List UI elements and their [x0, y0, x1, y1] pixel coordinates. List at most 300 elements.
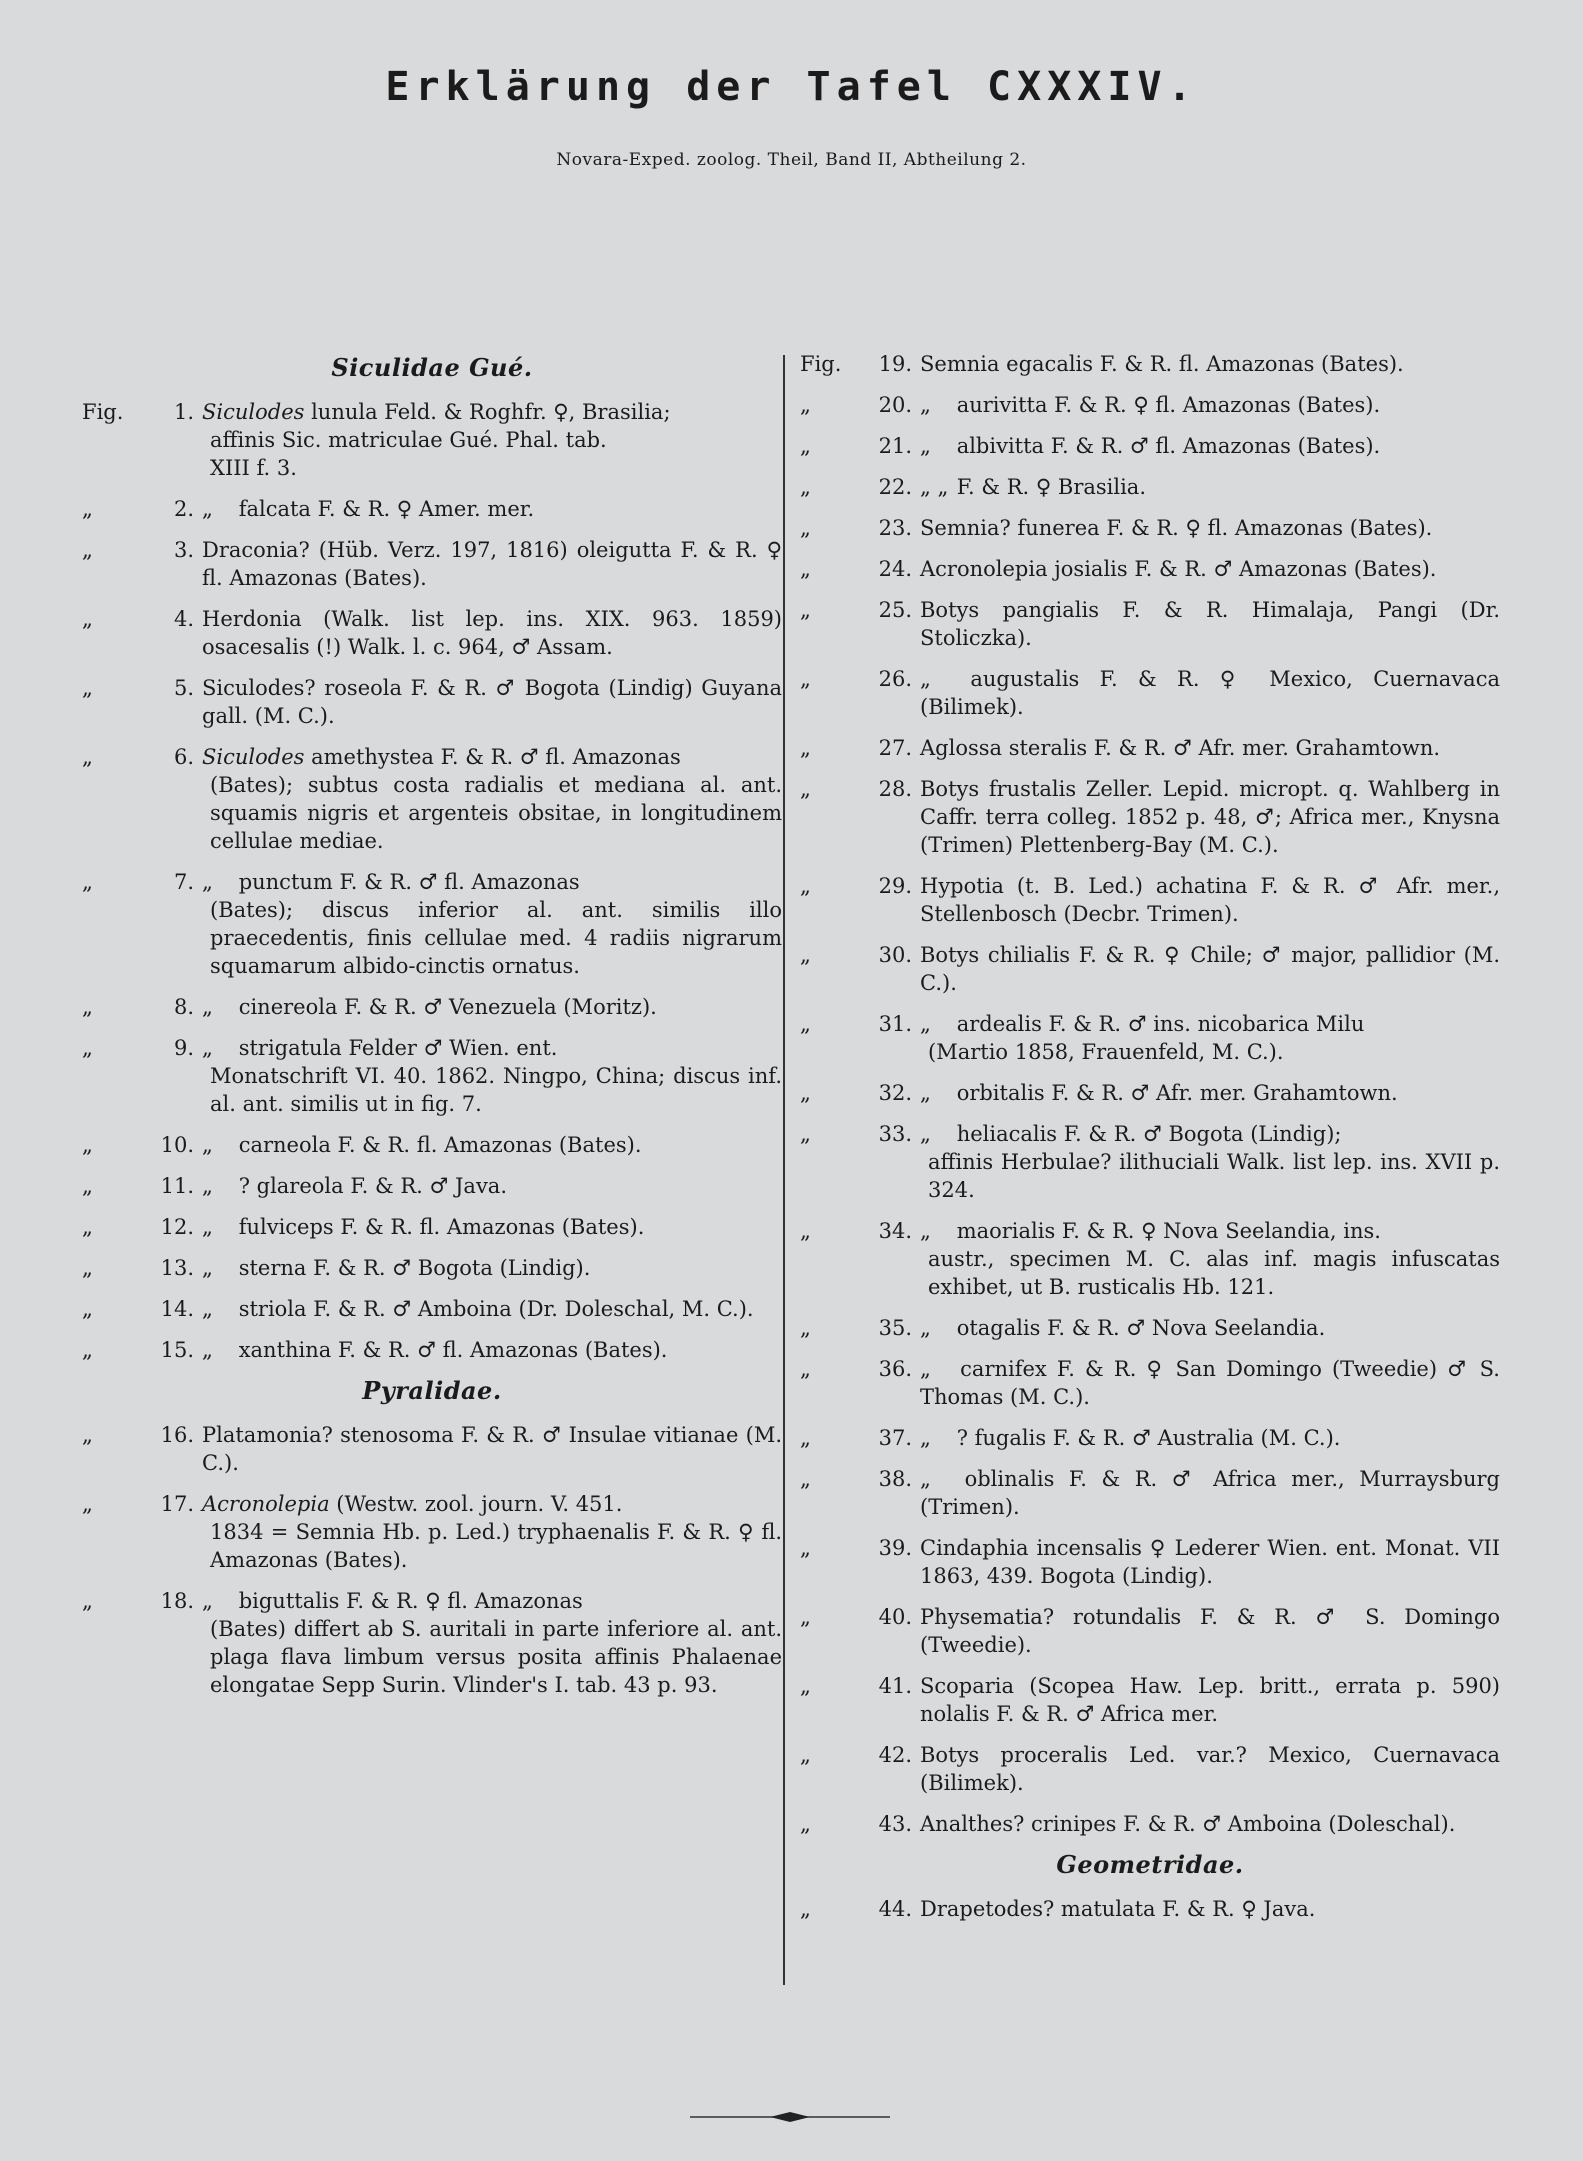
figure-entry [800, 1603, 1500, 1659]
figure-description [202, 1295, 782, 1323]
figure-number: 22. [878, 475, 912, 499]
figure-label [82, 1131, 202, 1159]
figure-description [202, 536, 782, 592]
figure-label [800, 1895, 920, 1923]
figure-entry [82, 1213, 782, 1241]
genus-name: „ [920, 1081, 931, 1105]
figure-prefix: „ [800, 1467, 811, 1491]
description-text: cinereola F. & R. ♂ Venezuela (Moritz). [238, 995, 657, 1019]
description-line [920, 1010, 1500, 1038]
figure-number: 43. [878, 1812, 912, 1836]
description-text: Botys pangialis F. & R. Himalaja, Pangi (Dr. Stoliczka). [920, 598, 1500, 650]
figure-entry [800, 872, 1500, 928]
figure-label [82, 1034, 202, 1118]
figure-label [800, 1424, 920, 1452]
figure-number: 21. [878, 434, 912, 458]
continuation-line: austr., specimen M. C. alas inf. magis infuscatas exhibet, ut B. rusticalis Hb. 121. [928, 1247, 1500, 1299]
figure-number: 27. [878, 736, 912, 760]
genus-name: „ [920, 1357, 931, 1381]
figure-prefix: „ [800, 1081, 811, 1105]
figure-label [800, 1534, 920, 1590]
figure-prefix: „ [800, 667, 811, 691]
description-line [920, 596, 1500, 652]
description-line [920, 1120, 1500, 1148]
description-line [202, 1295, 782, 1323]
figure-description [920, 734, 1500, 762]
figure-label [82, 1336, 202, 1364]
description-line [920, 473, 1500, 501]
figure-label [800, 1314, 920, 1342]
figure-entry [800, 1217, 1500, 1301]
description-line [202, 1336, 782, 1364]
description-line [202, 1213, 782, 1241]
figure-entry [800, 1079, 1500, 1107]
figure-prefix: „ [800, 1122, 811, 1146]
figure-number: 28. [878, 777, 912, 801]
figure-label [800, 1010, 920, 1066]
genus-name: Siculodes [202, 745, 305, 769]
figure-prefix: „ [82, 1133, 93, 1157]
figure-number: 36. [878, 1357, 912, 1381]
figure-description [920, 514, 1500, 542]
genus-name: „ [202, 497, 213, 521]
figure-prefix: „ [82, 745, 93, 769]
figure-label [800, 1741, 920, 1797]
figure-entry [800, 1895, 1500, 1923]
figure-prefix: „ [82, 1492, 93, 1516]
description-text: carnifex F. & R. ♀ San Domingo (Tweedie) ♂ S. Thomas (M. C.). [920, 1357, 1500, 1409]
genus-name: „ [920, 1219, 931, 1243]
description-text: lunula Feld. & Roghfr. ♀, Brasilia; [311, 400, 671, 424]
figure-number: 13. [160, 1256, 194, 1280]
figure-description [920, 872, 1500, 928]
continuation-line: 1834 = Semnia Hb. p. Led.) tryphaenalis F. & R. ♀ fl. Amazonas (Bates). [210, 1520, 782, 1572]
figure-label [82, 1421, 202, 1477]
figure-prefix: „ [800, 1316, 811, 1340]
description-line [920, 734, 1500, 762]
figure-label [800, 1355, 920, 1411]
figure-label [82, 743, 202, 855]
figure-description [202, 868, 782, 980]
description-line [920, 555, 1500, 583]
figure-entry [800, 432, 1500, 460]
figure-description [202, 993, 782, 1021]
figure-entry [82, 536, 782, 592]
figure-number: 33. [878, 1122, 912, 1146]
figure-description [202, 495, 782, 523]
figure-number: 7. [173, 870, 194, 894]
description-text: Analthes? crinipes F. & R. ♂ Amboina (Doleschal). [920, 1812, 1456, 1836]
figure-number: 14. [160, 1297, 194, 1321]
figure-prefix: „ [82, 1174, 93, 1198]
figure-prefix: „ [800, 1674, 811, 1698]
description-line [202, 1421, 782, 1477]
figure-prefix: „ [82, 1215, 93, 1239]
figure-entry [82, 1490, 782, 1574]
figure-description [920, 1314, 1500, 1342]
figure-entry [800, 1741, 1500, 1797]
figure-prefix: „ [800, 1357, 811, 1381]
description-line [920, 1424, 1500, 1452]
description-text: Semnia? funerea F. & R. ♀ fl. Amazonas (Bates). [920, 516, 1433, 540]
figure-label [800, 1672, 920, 1728]
figure-description [920, 1010, 1500, 1066]
figure-number: 40. [878, 1605, 912, 1629]
figure-entry [800, 555, 1500, 583]
description-text: ardealis F. & R. ♂ ins. nicobarica Milu [956, 1012, 1365, 1036]
figure-prefix: „ [800, 1897, 811, 1921]
figure-description [920, 473, 1500, 501]
continuation-line: Monatschrift VI. 40. 1862. Ningpo, China; discus inf. al. ant. similis ut in fig. 7. [210, 1064, 782, 1116]
description-line [920, 350, 1500, 378]
page-subtitle: Novara-Exped. zoolog. Theil, Band II, Abtheilung 2. [556, 150, 1027, 170]
figure-number: 20. [878, 393, 912, 417]
figure-label [800, 350, 920, 378]
figure-label [800, 1120, 920, 1204]
description-text: otagalis F. & R. ♂ Nova Seelandia. [956, 1316, 1326, 1340]
continuation-line: (Bates); subtus costa radialis et mediana al. ant. squamis nigris et argenteis obsitae, in longitudinem cellulae mediae. [210, 773, 782, 853]
description-text: aurivitta F. & R. ♀ fl. Amazonas (Bates). [956, 393, 1381, 417]
ornament-rule [690, 2110, 890, 2124]
figure-label [82, 605, 202, 661]
figure-entry [82, 743, 782, 855]
figure-number: 6. [173, 745, 194, 769]
figure-description [202, 674, 782, 730]
left-column [82, 350, 782, 1712]
figure-description [920, 1741, 1500, 1797]
figure-entry [82, 1587, 782, 1699]
figure-prefix: „ [82, 1297, 93, 1321]
figure-prefix: „ [800, 1605, 811, 1629]
description-text: Physematia? rotundalis F. & R. ♂ S. Domingo (Tweedie). [920, 1605, 1500, 1657]
figure-entry [82, 1254, 782, 1282]
figure-description [920, 1120, 1500, 1204]
figure-number: 1. [173, 400, 194, 424]
genus-name: „ [920, 1316, 931, 1340]
description-text: xanthina F. & R. ♂ fl. Amazonas (Bates). [238, 1338, 668, 1362]
figure-label [800, 665, 920, 721]
figure-description [920, 555, 1500, 583]
figure-prefix: Fig. [800, 352, 842, 376]
description-line [202, 1587, 782, 1615]
figure-entry [800, 775, 1500, 859]
figure-label [82, 398, 202, 482]
figure-prefix: „ [82, 1256, 93, 1280]
figure-number: 12. [160, 1215, 194, 1239]
figure-entry [800, 1424, 1500, 1452]
figure-description [920, 941, 1500, 997]
description-line [920, 1355, 1500, 1411]
description-text: Botys chilialis F. & R. ♀ Chile; ♂ major, pallidior (M. C.). [920, 943, 1500, 995]
description-line [920, 1217, 1500, 1245]
figure-label [800, 1465, 920, 1521]
figure-entry [82, 1421, 782, 1477]
figure-number: 2. [173, 497, 194, 521]
description-line [202, 605, 782, 661]
figure-number: 19. [878, 352, 912, 376]
figure-number: 44. [878, 1897, 912, 1921]
description-line [920, 941, 1500, 997]
figure-description [920, 1810, 1500, 1838]
figure-prefix: „ [800, 1426, 811, 1450]
description-line [202, 1172, 782, 1200]
section-heading: Siculidae Gué. [331, 353, 533, 382]
description-text: amethystea F. & R. ♂ fl. Amazonas [311, 745, 681, 769]
figure-prefix: „ [800, 736, 811, 760]
figure-prefix: „ [800, 1743, 811, 1767]
figure-description [920, 1895, 1500, 1923]
description-line [920, 1810, 1500, 1838]
description-line [202, 743, 782, 771]
figure-number: 15. [160, 1338, 194, 1362]
figure-entry [82, 1172, 782, 1200]
description-text: Hypotia (t. B. Led.) achatina F. & R. ♂ Afr. mer., Stellenbosch (Decbr. Trimen). [920, 874, 1500, 926]
figure-entry [800, 1314, 1500, 1342]
figure-label [82, 1172, 202, 1200]
figure-entry [800, 1534, 1500, 1590]
figure-label [800, 1079, 920, 1107]
figure-prefix: „ [800, 434, 811, 458]
genus-name: Acronolepia [202, 1492, 330, 1516]
figure-number: 37. [878, 1426, 912, 1450]
description-line [202, 1254, 782, 1282]
description-text: Aglossa steralis F. & R. ♂ Afr. mer. Grahamtown. [920, 736, 1441, 760]
figure-entry [82, 1336, 782, 1364]
figure-description [202, 1587, 782, 1699]
description-line [202, 993, 782, 1021]
figure-description [202, 1490, 782, 1574]
figure-entry [82, 1295, 782, 1323]
figure-description [920, 1424, 1500, 1452]
genus-name: „ [920, 1426, 931, 1450]
genus-name: „ [202, 1338, 213, 1362]
continuation-line: affinis Sic. matriculae Gué. Phal. tab. [210, 428, 607, 452]
figure-number: 16. [160, 1423, 194, 1447]
figure-description [202, 1034, 782, 1118]
continuation-line: XIII f. 3. [210, 456, 297, 480]
description-line [202, 1131, 782, 1159]
genus-name: „ „ [920, 475, 949, 499]
figure-label [82, 1587, 202, 1699]
figure-label [800, 1217, 920, 1301]
figure-entry [800, 1355, 1500, 1411]
figure-entry [800, 665, 1500, 721]
figure-number: 9. [173, 1036, 194, 1060]
genus-name: „ [920, 393, 931, 417]
figure-prefix: „ [800, 557, 811, 581]
genus-name: „ [202, 995, 213, 1019]
description-line [920, 1534, 1500, 1590]
genus-name: „ [920, 1012, 931, 1036]
page-title: Erklärung der Tafel CXXXIV. [385, 64, 1198, 110]
description-line [202, 536, 782, 592]
figure-description [920, 775, 1500, 859]
description-text: ? glareola F. & R. ♂ Java. [238, 1174, 508, 1198]
figure-prefix: „ [800, 1812, 811, 1836]
description-text: oblinalis F. & R. ♂ Africa mer., Murraysburg (Trimen). [920, 1467, 1500, 1519]
figure-label [800, 941, 920, 997]
figure-label [800, 555, 920, 583]
figure-description [202, 1213, 782, 1241]
figure-prefix: „ [82, 1036, 93, 1060]
figure-description [920, 1355, 1500, 1411]
figure-description [202, 1421, 782, 1477]
figure-prefix: Fig. [82, 400, 124, 424]
figure-label [82, 495, 202, 523]
figure-label [82, 1490, 202, 1574]
figure-label [800, 1603, 920, 1659]
figure-number: 3. [173, 538, 194, 562]
description-text: Draconia? (Hüb. Verz. 197, 1816) oleigutta F. & R. ♀ fl. Amazonas (Bates). [202, 538, 782, 590]
column-divider [783, 355, 785, 1985]
figure-description [920, 1217, 1500, 1301]
figure-number: 25. [878, 598, 912, 622]
section-heading: Geometridae. [1056, 1850, 1244, 1879]
description-line [920, 1314, 1500, 1342]
description-text: fulviceps F. & R. fl. Amazonas (Bates). [238, 1215, 645, 1239]
figure-entry [82, 674, 782, 730]
description-text: Platamonia? stenosoma F. & R. ♂ Insulae vitianae (M. C.). [202, 1423, 782, 1475]
figure-number: 5. [173, 676, 194, 700]
figure-label [800, 775, 920, 859]
figure-description [920, 665, 1500, 721]
figure-description [202, 1131, 782, 1159]
figure-number: 30. [878, 943, 912, 967]
figure-entry [800, 514, 1500, 542]
figure-number: 41. [878, 1674, 912, 1698]
genus-name: „ [920, 1122, 931, 1146]
figure-entry [800, 1810, 1500, 1838]
figure-label [800, 734, 920, 762]
figure-label [82, 536, 202, 592]
figure-description [920, 1534, 1500, 1590]
figure-description [920, 1465, 1500, 1521]
figure-number: 8. [173, 995, 194, 1019]
figure-entry [82, 605, 782, 661]
description-line [920, 1672, 1500, 1728]
figure-number: 34. [878, 1219, 912, 1243]
figure-number: 38. [878, 1467, 912, 1491]
description-text: F. & R. ♀ Brasilia. [956, 475, 1147, 499]
description-text: Siculodes? roseola F. & R. ♂ Bogota (Lindig) Guyana gall. (M. C.). [202, 676, 782, 728]
description-line [920, 665, 1500, 721]
description-line [920, 391, 1500, 419]
figure-label [800, 391, 920, 419]
figure-prefix: „ [82, 1423, 93, 1447]
continuation-line: affinis Herbulae? ilithuciali Walk. list lep. ins. XVII p. 324. [928, 1150, 1500, 1202]
figure-prefix: „ [800, 777, 811, 801]
figure-prefix: „ [800, 1536, 811, 1560]
figure-label [82, 1213, 202, 1241]
figure-label [82, 1295, 202, 1323]
figure-entry [82, 1131, 782, 1159]
description-text: ? fugalis F. & R. ♂ Australia (M. C.). [956, 1426, 1341, 1450]
figure-number: 11. [160, 1174, 194, 1198]
description-text: Drapetodes? matulata F. & R. ♀ Java. [920, 1897, 1316, 1921]
figure-label [82, 674, 202, 730]
figure-prefix: „ [82, 538, 93, 562]
figure-prefix: „ [82, 870, 93, 894]
figure-entry [82, 398, 782, 482]
right-column [800, 350, 1500, 1936]
figure-prefix: „ [82, 607, 93, 631]
description-text: Herdonia (Walk. list lep. ins. XIX. 963. 1859) osacesalis (!) Walk. l. c. 964, ♂ Assam. [202, 607, 782, 659]
figure-number: 4. [173, 607, 194, 631]
figure-description [202, 743, 782, 855]
figure-label [82, 868, 202, 980]
figure-description [920, 1079, 1500, 1107]
figure-description [920, 350, 1500, 378]
genus-name: „ [202, 870, 213, 894]
figure-description [202, 398, 782, 482]
description-line [920, 1603, 1500, 1659]
figure-description [202, 605, 782, 661]
figure-entry [800, 391, 1500, 419]
description-text: punctum F. & R. ♂ fl. Amazonas [238, 870, 580, 894]
figure-prefix: „ [800, 475, 811, 499]
description-text: Semnia egacalis F. & R. fl. Amazonas (Bates). [920, 352, 1404, 376]
figure-prefix: „ [800, 393, 811, 417]
figure-entry [800, 1465, 1500, 1521]
figure-description [920, 596, 1500, 652]
figure-number: 17. [160, 1492, 194, 1516]
description-line [920, 775, 1500, 859]
figure-prefix: „ [800, 1012, 811, 1036]
figure-number: 32. [878, 1081, 912, 1105]
figure-description [202, 1336, 782, 1364]
description-text: augustalis F. & R. ♀ Mexico, Cuernavaca (Bilimek). [920, 667, 1500, 719]
description-line [920, 1079, 1500, 1107]
continuation-line: (Bates); discus inferior al. ant. similis illo praecedentis, finis cellulae med. 4 radiis nigrarum squamarum albido-cinctis ornatus. [210, 898, 782, 978]
figure-description [920, 432, 1500, 460]
figure-prefix: „ [82, 995, 93, 1019]
description-text: Acronolepia josialis F. & R. ♂ Amazonas (Bates). [920, 557, 1437, 581]
figure-prefix: „ [82, 497, 93, 521]
figure-entry [800, 473, 1500, 501]
genus-name: „ [920, 1467, 931, 1491]
description-line [202, 674, 782, 730]
figure-entry [82, 495, 782, 523]
description-text: sterna F. & R. ♂ Bogota (Lindig). [238, 1256, 591, 1280]
figure-prefix: „ [82, 1589, 93, 1613]
figure-number: 31. [878, 1012, 912, 1036]
description-text: Cindaphia incensalis ♀ Lederer Wien. ent. Monat. VII 1863, 439. Bogota (Lindig). [920, 1536, 1500, 1588]
genus-name: „ [920, 434, 931, 458]
figure-label [800, 432, 920, 460]
figure-label [800, 473, 920, 501]
genus-name: „ [202, 1133, 213, 1157]
genus-name: „ [202, 1297, 213, 1321]
genus-name: „ [202, 1589, 213, 1613]
figure-label [800, 1810, 920, 1838]
description-text: striola F. & R. ♂ Amboina (Dr. Doleschal, M. C.). [238, 1297, 754, 1321]
figure-prefix: „ [800, 943, 811, 967]
figure-number: 29. [878, 874, 912, 898]
figure-label [800, 514, 920, 542]
figure-entry [800, 350, 1500, 378]
description-line [920, 514, 1500, 542]
figure-entry [82, 993, 782, 1021]
description-text: orbitalis F. & R. ♂ Afr. mer. Grahamtown. [956, 1081, 1398, 1105]
figure-number: 39. [878, 1536, 912, 1560]
section-heading: Pyralidae. [362, 1376, 502, 1405]
figure-number: 24. [878, 557, 912, 581]
description-text: albivitta F. & R. ♂ fl. Amazonas (Bates). [956, 434, 1381, 458]
figure-description [920, 1672, 1500, 1728]
description-line [920, 432, 1500, 460]
genus-name: Siculodes [202, 400, 305, 424]
figure-entry [800, 734, 1500, 762]
